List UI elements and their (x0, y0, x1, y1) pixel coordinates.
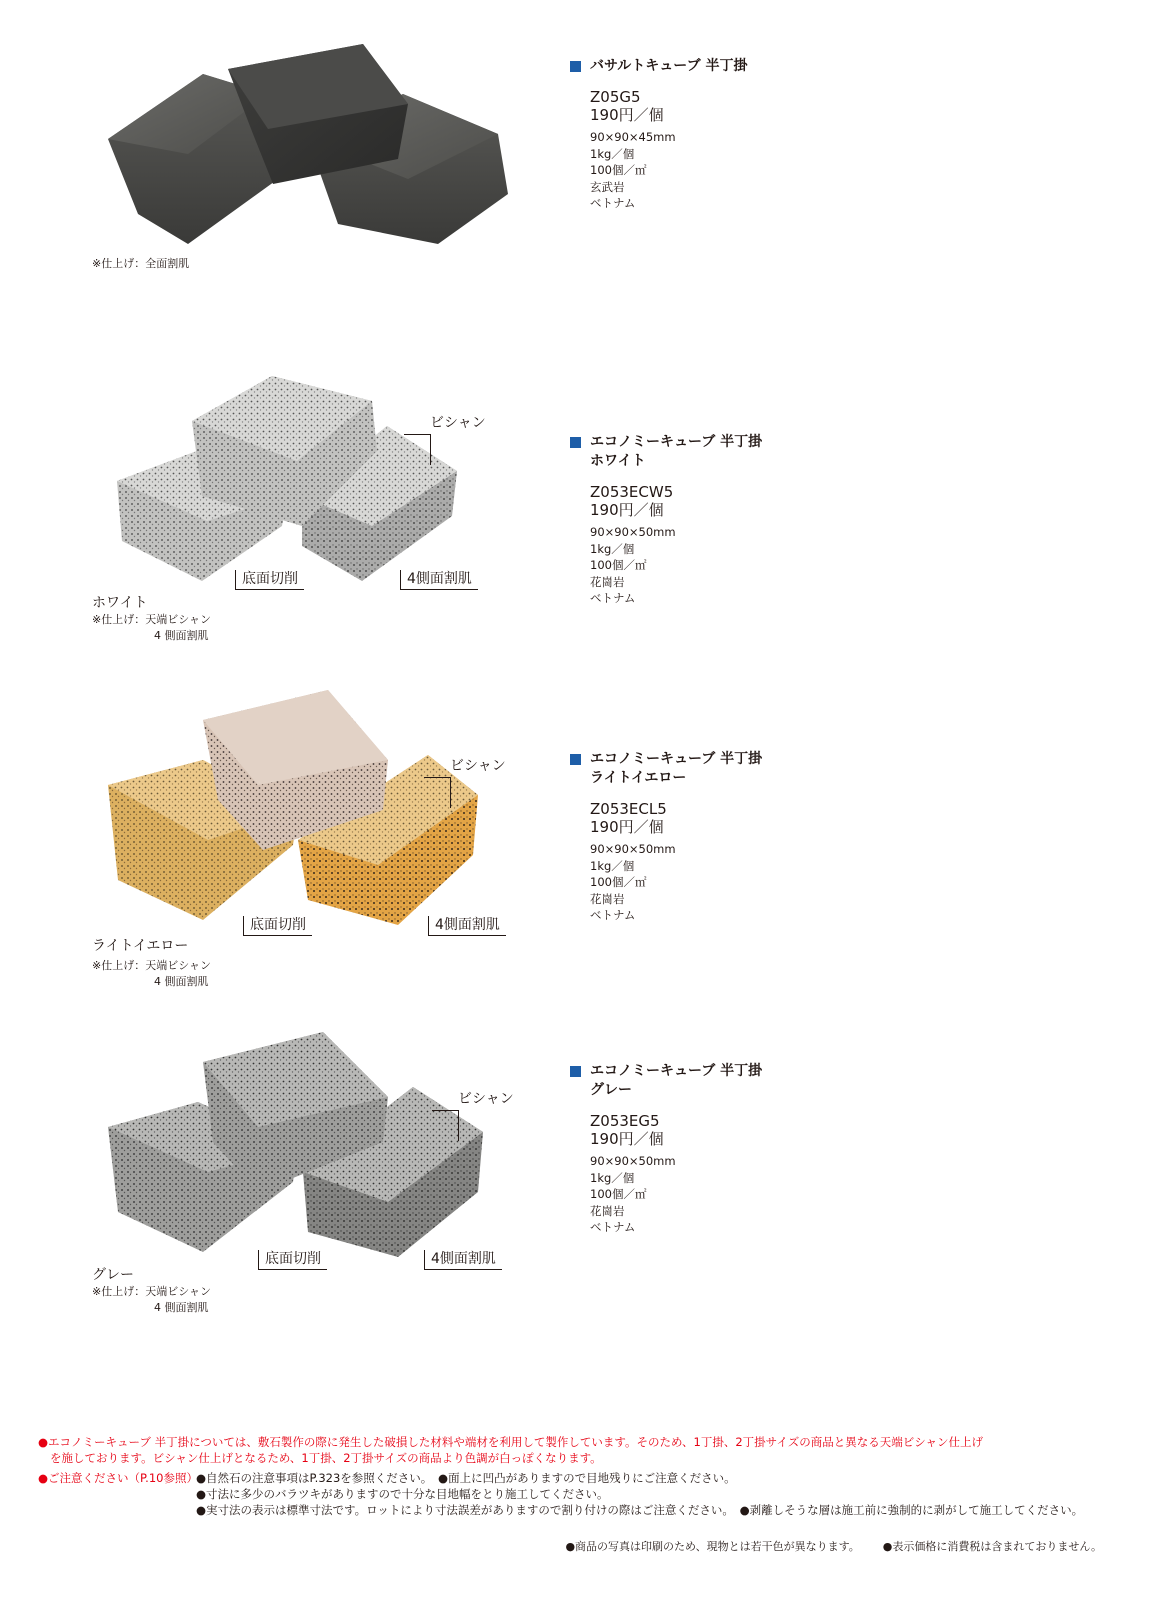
color-name: ホワイト (92, 595, 148, 611)
product-specs: 90×90×50mm 1kg／個 100個／㎡ 花崗岩 ベトナム (590, 525, 676, 605)
footer-tax-note: ●表示価格に消費税は含まれておりません。 (882, 1540, 1102, 1553)
gray-cube-photo (108, 1032, 488, 1257)
product-title: バサルトキューブ 半丁掛 (590, 57, 747, 76)
callout-bishan-line (404, 434, 431, 465)
finish-note: ※仕上げ：天端ビシャン 4 側面割肌 (92, 1285, 211, 1314)
product-price: 190円／個 (590, 501, 664, 519)
caution-label: ●ご注意ください（P.10参照） (38, 1471, 198, 1485)
product-info (590, 433, 762, 607)
product-title: エコノミーキューブ 半丁掛 ライトイエロー (590, 750, 762, 788)
footer-notes (565, 1538, 1102, 1554)
callout-bishan: ビシャン (458, 1091, 514, 1107)
blue-square-icon (570, 437, 581, 448)
callout-bishan-line (432, 1110, 459, 1141)
callout-bishan: ビシャン (450, 758, 506, 774)
finish-note: ※仕上げ：天端ビシャン 4 側面割肌 (92, 959, 211, 988)
product-price: 190円／個 (590, 106, 664, 124)
blue-square-icon (570, 754, 581, 765)
product-price: 190円／個 (590, 818, 664, 836)
yellow-cube-photo (108, 690, 488, 930)
product-info (590, 1062, 762, 1236)
product-title: エコノミーキューブ 半丁掛 ホワイト (590, 433, 762, 471)
callout-bottom-cut: 底面切削 (258, 1250, 327, 1270)
finish-note: ※仕上げ：全面割肌 (92, 257, 190, 270)
blue-square-icon (570, 1066, 581, 1077)
product-title: エコノミーキューブ 半丁掛 グレー (590, 1062, 762, 1100)
callout-bottom-cut: 底面切削 (235, 570, 304, 590)
callout-bishan-line (424, 777, 451, 808)
product-specs: 90×90×50mm 1kg／個 100個／㎡ 花崗岩 ベトナム (590, 1154, 676, 1234)
product-specs: 90×90×50mm 1kg／個 100個／㎡ 花崗岩 ベトナム (590, 842, 676, 922)
footer-photo-note: ●商品の写真は印刷のため、現物とは若干色が異なります。 (565, 1540, 860, 1553)
product-specs: 90×90×45mm 1kg／個 100個／㎡ 玄武岩 ベトナム (590, 130, 676, 210)
color-name: ライトイエロー (92, 938, 189, 954)
callout-side-split: 4側面割肌 (400, 570, 478, 590)
callout-side-split: 4側面割肌 (424, 1250, 502, 1270)
product-info (590, 57, 747, 212)
callout-bottom-cut: 底面切削 (243, 916, 312, 936)
blue-square-icon (570, 61, 581, 72)
caution-items: ●自然石の注意事項はP.323を参照ください。 ●面上に凹凸がありますので目地残りにご注意ください。 ●寸法に多少のバラツキがありますので十分な目地幅をとり施工してください。 ●実寸法の表示は標準寸法です。ロットにより寸法誤差がありますので割り付けの際はご注意ください。 ●剥離しそうな層は施工前に強制的に剥がして施工してください。 (196, 1471, 1084, 1517)
product-code: Z05G5 (590, 88, 641, 106)
callout-side-split: 4側面割肌 (428, 916, 506, 936)
color-name: グレー (92, 1267, 134, 1283)
caution-row (38, 1470, 1148, 1518)
economy-note-line2: を施しております。ビシャン仕上げとなるため、1丁掛、2丁掛サイズの商品より色調が白っぽくなります。 (50, 1451, 602, 1465)
white-cube-photo (112, 376, 462, 586)
product-info (590, 750, 762, 924)
economy-note-line1: ●エコノミーキューブ 半丁掛については、敷石製作の際に発生した破損した材料や端材を利用して製作しています。そのため、1丁掛、2丁掛サイズの商品と異なる天端ビシャン仕上げ (38, 1435, 983, 1449)
notes-section (38, 1434, 1148, 1518)
finish-note: ※仕上げ：天端ビシャン 4 側面割肌 (92, 613, 211, 642)
product-code: Z053ECL5 (590, 800, 667, 818)
basalt-cube-photo (108, 44, 518, 249)
product-code: Z053ECW5 (590, 483, 674, 501)
product-price: 190円／個 (590, 1130, 664, 1148)
callout-bishan: ビシャン (430, 415, 486, 431)
product-code: Z053EG5 (590, 1112, 660, 1130)
